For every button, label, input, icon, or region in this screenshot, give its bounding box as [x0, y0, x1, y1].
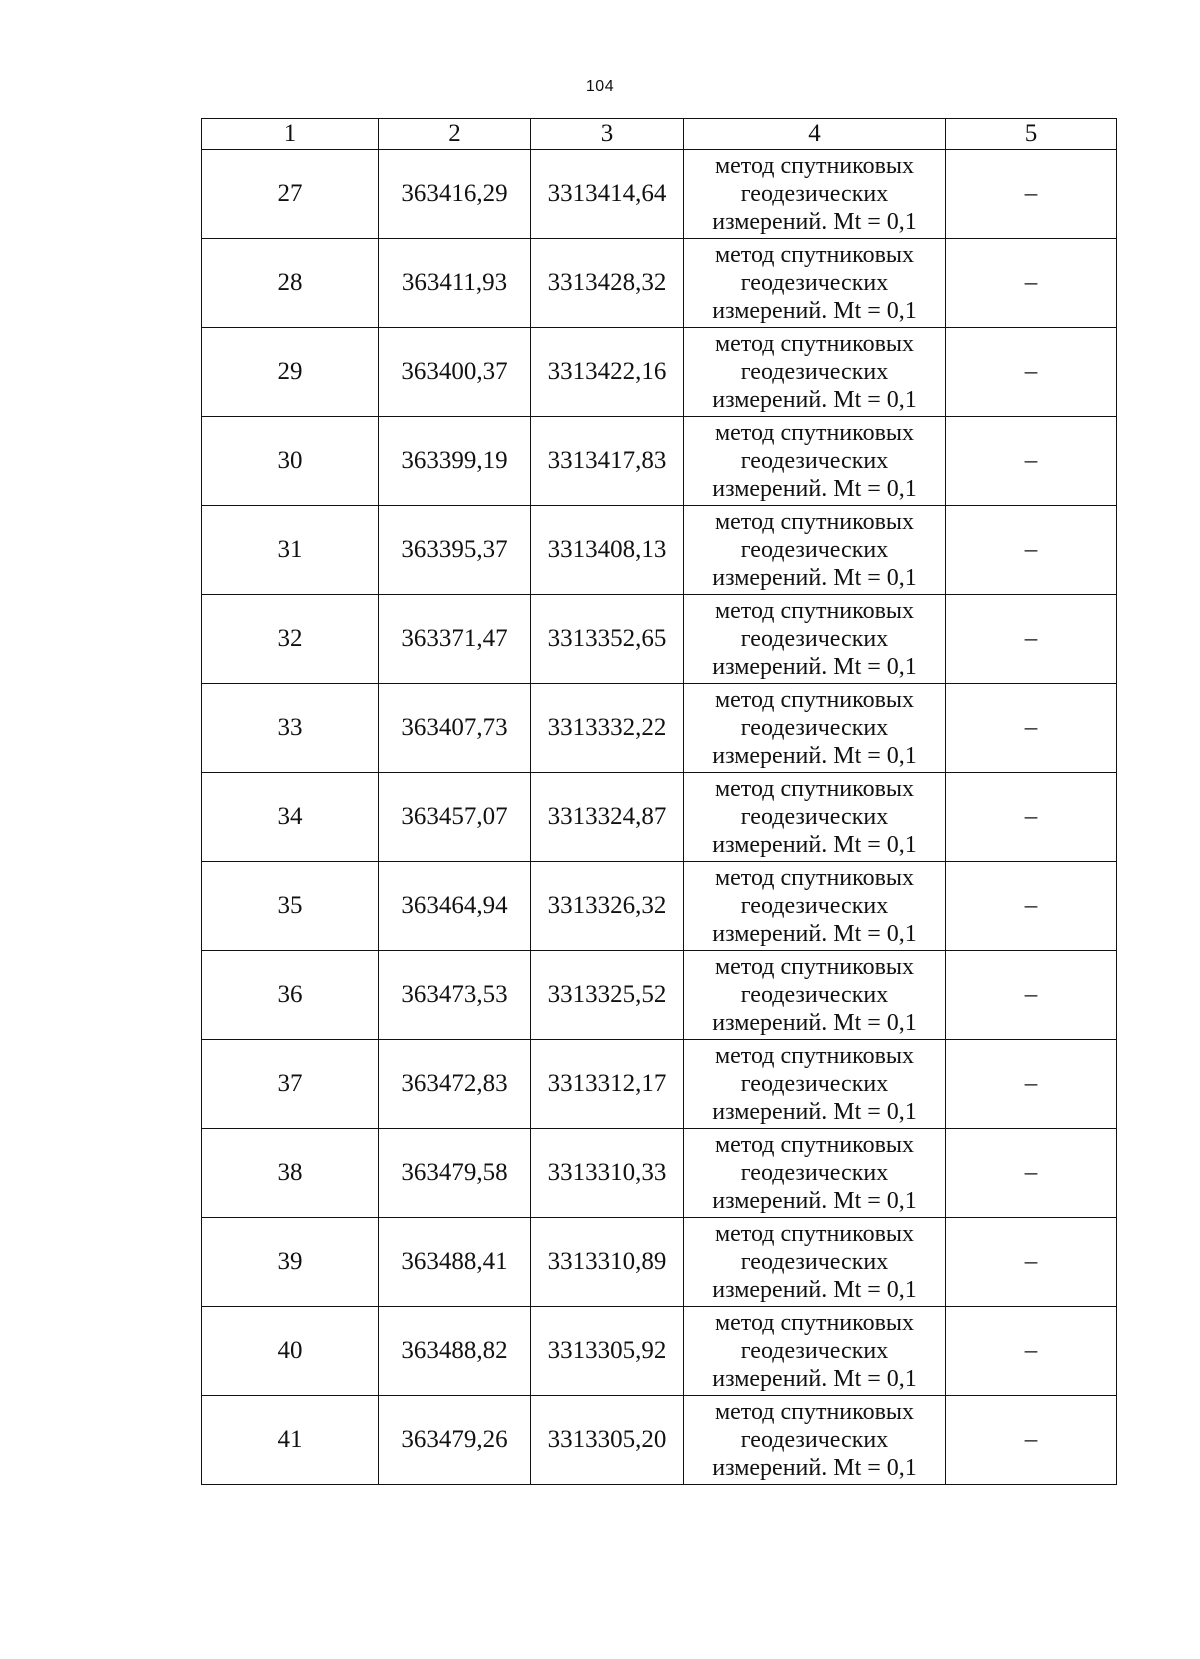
method-line: измерений. Mt = 0,1: [712, 1188, 917, 1214]
note-cell: –: [946, 1040, 1117, 1129]
y-coordinate-cell: 3313305,92: [531, 1307, 684, 1396]
note-cell: –: [946, 862, 1117, 951]
x-coordinate-cell: 363472,83: [379, 1040, 531, 1129]
header-row: [202, 119, 1117, 150]
table-row: [202, 1218, 1117, 1307]
method-cell: [684, 773, 946, 862]
header-col-3: 3: [531, 119, 684, 150]
point-number-cell: 39: [202, 1218, 379, 1307]
x-coordinate-cell: 363411,93: [379, 239, 531, 328]
method-line: измерений. Mt = 0,1: [712, 743, 917, 769]
y-coordinate-cell: 3313310,89: [531, 1218, 684, 1307]
x-coordinate-cell: 363371,47: [379, 595, 531, 684]
method-line: измерений. Mt = 0,1: [712, 832, 917, 858]
table-row: [202, 1307, 1117, 1396]
point-number-cell: 38: [202, 1129, 379, 1218]
method-cell: [684, 1218, 946, 1307]
table-row: [202, 951, 1117, 1040]
y-coordinate-cell: 3313408,13: [531, 506, 684, 595]
table-header: [202, 119, 1117, 150]
point-number-cell: 36: [202, 951, 379, 1040]
method-line: измерений. Mt = 0,1: [712, 1366, 917, 1392]
point-number-cell: 33: [202, 684, 379, 773]
table-row: [202, 150, 1117, 239]
header-col-5: 5: [946, 119, 1117, 150]
method-line: геодезических: [740, 1427, 889, 1453]
note-cell: –: [946, 1129, 1117, 1218]
method-line: геодезических: [740, 270, 889, 296]
y-coordinate-cell: 3313310,33: [531, 1129, 684, 1218]
method-cell: [684, 951, 946, 1040]
method-line: метод спутниковых: [714, 509, 915, 535]
method-line: метод спутниковых: [714, 865, 915, 891]
method-line: измерений. Mt = 0,1: [712, 565, 917, 591]
method-line: геодезических: [740, 626, 889, 652]
method-line: геодезических: [740, 181, 889, 207]
point-number-cell: 37: [202, 1040, 379, 1129]
y-coordinate-cell: 3313417,83: [531, 417, 684, 506]
table-row: [202, 684, 1117, 773]
point-number-cell: 31: [202, 506, 379, 595]
method-line: метод спутниковых: [714, 1310, 915, 1336]
method-line: измерений. Mt = 0,1: [712, 476, 917, 502]
table-row: [202, 1396, 1117, 1485]
method-line: измерений. Mt = 0,1: [712, 1010, 917, 1036]
table-row: [202, 595, 1117, 684]
table-row: [202, 862, 1117, 951]
method-line: метод спутниковых: [714, 598, 915, 624]
y-coordinate-cell: 3313428,32: [531, 239, 684, 328]
method-cell: [684, 862, 946, 951]
coordinates-table: [201, 118, 1117, 1485]
x-coordinate-cell: 363400,37: [379, 328, 531, 417]
method-cell: [684, 417, 946, 506]
method-cell: [684, 239, 946, 328]
table-row: [202, 1040, 1117, 1129]
y-coordinate-cell: 3313312,17: [531, 1040, 684, 1129]
method-line: измерений. Mt = 0,1: [712, 1455, 917, 1481]
table-row: [202, 417, 1117, 506]
y-coordinate-cell: 3313305,20: [531, 1396, 684, 1485]
method-line: геодезических: [740, 982, 889, 1008]
header-col-2: 2: [379, 119, 531, 150]
point-number-cell: 27: [202, 150, 379, 239]
x-coordinate-cell: 363464,94: [379, 862, 531, 951]
method-line: геодезических: [740, 1071, 889, 1097]
x-coordinate-cell: 363407,73: [379, 684, 531, 773]
method-line: метод спутниковых: [714, 1399, 915, 1425]
method-line: измерений. Mt = 0,1: [712, 654, 917, 680]
method-line: метод спутниковых: [714, 1221, 915, 1247]
point-number-cell: 35: [202, 862, 379, 951]
method-line: измерений. Mt = 0,1: [712, 1099, 917, 1125]
y-coordinate-cell: 3313414,64: [531, 150, 684, 239]
method-cell: [684, 1396, 946, 1485]
point-number-cell: 40: [202, 1307, 379, 1396]
method-line: метод спутниковых: [714, 420, 915, 446]
page-number: 104: [585, 78, 615, 95]
method-cell: [684, 1129, 946, 1218]
x-coordinate-cell: 363416,29: [379, 150, 531, 239]
y-coordinate-cell: 3313352,65: [531, 595, 684, 684]
note-cell: –: [946, 417, 1117, 506]
point-number-cell: 30: [202, 417, 379, 506]
x-coordinate-cell: 363395,37: [379, 506, 531, 595]
x-coordinate-cell: 363479,26: [379, 1396, 531, 1485]
note-cell: –: [946, 773, 1117, 862]
note-cell: –: [946, 1396, 1117, 1485]
note-cell: –: [946, 595, 1117, 684]
method-line: геодезических: [740, 359, 889, 385]
note-cell: –: [946, 506, 1117, 595]
method-line: метод спутниковых: [714, 954, 915, 980]
method-line: геодезических: [740, 804, 889, 830]
x-coordinate-cell: 363488,41: [379, 1218, 531, 1307]
x-coordinate-cell: 363457,07: [379, 773, 531, 862]
point-number-cell: 28: [202, 239, 379, 328]
method-line: метод спутниковых: [714, 776, 915, 802]
method-cell: [684, 150, 946, 239]
y-coordinate-cell: 3313325,52: [531, 951, 684, 1040]
method-line: геодезических: [740, 448, 889, 474]
method-line: измерений. Mt = 0,1: [712, 1277, 917, 1303]
table-row: [202, 1129, 1117, 1218]
method-line: геодезических: [740, 715, 889, 741]
point-number-cell: 34: [202, 773, 379, 862]
method-line: измерений. Mt = 0,1: [712, 298, 917, 324]
method-cell: [684, 684, 946, 773]
note-cell: –: [946, 239, 1117, 328]
method-cell: [684, 1040, 946, 1129]
method-line: метод спутниковых: [714, 331, 915, 357]
note-cell: –: [946, 1307, 1117, 1396]
method-line: геодезических: [740, 1338, 889, 1364]
header-col-4: 4: [684, 119, 946, 150]
note-cell: –: [946, 951, 1117, 1040]
point-number-cell: 32: [202, 595, 379, 684]
table-row: [202, 773, 1117, 862]
method-line: метод спутниковых: [714, 1132, 915, 1158]
method-cell: [684, 328, 946, 417]
header-col-1: 1: [202, 119, 379, 150]
method-line: метод спутниковых: [714, 1043, 915, 1069]
note-cell: –: [946, 150, 1117, 239]
method-line: метод спутниковых: [714, 153, 915, 179]
x-coordinate-cell: 363488,82: [379, 1307, 531, 1396]
method-line: геодезических: [740, 537, 889, 563]
method-cell: [684, 595, 946, 684]
method-line: метод спутниковых: [714, 242, 915, 268]
method-line: геодезических: [740, 1249, 889, 1275]
note-cell: –: [946, 1218, 1117, 1307]
point-number-cell: 41: [202, 1396, 379, 1485]
table-row: [202, 239, 1117, 328]
y-coordinate-cell: 3313422,16: [531, 328, 684, 417]
note-cell: –: [946, 328, 1117, 417]
x-coordinate-cell: 363473,53: [379, 951, 531, 1040]
method-cell: [684, 1307, 946, 1396]
point-number-cell: 29: [202, 328, 379, 417]
note-cell: –: [946, 684, 1117, 773]
x-coordinate-cell: 363479,58: [379, 1129, 531, 1218]
method-cell: [684, 506, 946, 595]
method-line: измерений. Mt = 0,1: [712, 387, 917, 413]
x-coordinate-cell: 363399,19: [379, 417, 531, 506]
method-line: измерений. Mt = 0,1: [712, 209, 917, 235]
table-row: [202, 328, 1117, 417]
table-row: [202, 506, 1117, 595]
method-line: измерений. Mt = 0,1: [712, 921, 917, 947]
method-line: геодезических: [740, 1160, 889, 1186]
table-body: [202, 150, 1117, 1485]
y-coordinate-cell: 3313332,22: [531, 684, 684, 773]
y-coordinate-cell: 3313324,87: [531, 773, 684, 862]
y-coordinate-cell: 3313326,32: [531, 862, 684, 951]
method-line: геодезических: [740, 893, 889, 919]
method-line: метод спутниковых: [714, 687, 915, 713]
